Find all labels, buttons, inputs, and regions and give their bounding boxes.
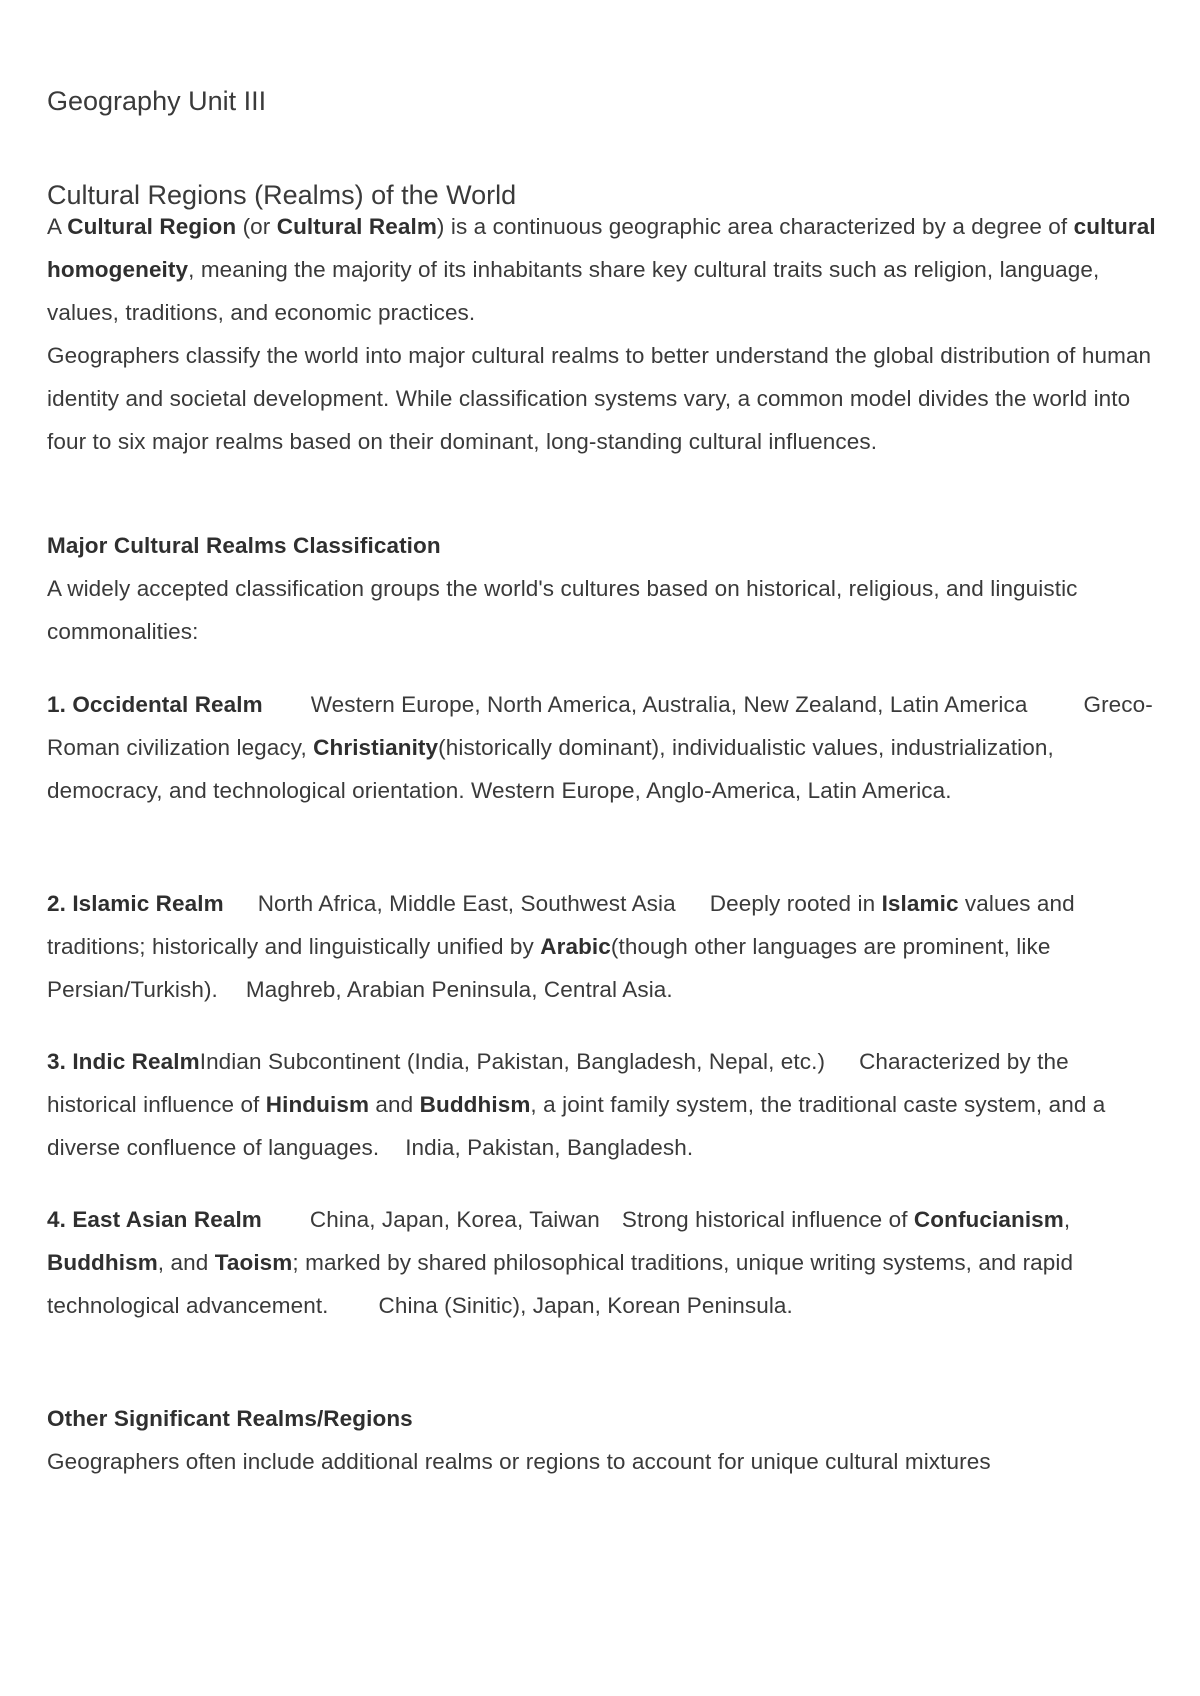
text-run: (or (236, 214, 277, 239)
other-realms-block (47, 1397, 1157, 1483)
realm-name: 4. East Asian Realm (47, 1207, 262, 1232)
term-cultural-realm: Cultural Realm (276, 214, 437, 239)
term-cultural-homogeneity: cultural homogeneity (47, 214, 1156, 282)
text-run: Strong historical influence of (621, 1207, 914, 1232)
text-run: , a joint family system, the traditional caste system, and a diverse confluence of languages. (47, 1092, 1106, 1160)
realm-islamic (47, 882, 1157, 1011)
text-run: ) is a continuous geographic area characterized by a degree of (436, 214, 1074, 239)
text-run: (historically dominant), individualistic values, industrialization, democracy, and technological orientation. (47, 735, 1054, 803)
classification-block (47, 524, 1157, 653)
text-run: ; marked by shared philosophical traditions, unique writing systems, and rapid technological advancement. (47, 1250, 1074, 1318)
term-christianity: Christianity (313, 735, 439, 760)
page-title: Geography Unit III (47, 86, 267, 116)
text-run: , meaning the majority of its inhabitants share key cultural traits such as religion, language, values, traditions, and economic practices. (47, 257, 1100, 325)
term-hinduism: Hinduism (265, 1092, 370, 1117)
term-buddhism: Buddhism (47, 1250, 158, 1275)
realm-name: 1. Occidental Realm (47, 692, 263, 717)
classification-heading: Major Cultural Realms Classification (47, 533, 441, 558)
realm-paragraph (47, 882, 1157, 1011)
realm-location: China, Japan, Korea, Taiwan (309, 1207, 600, 1232)
realm-name: 2. Islamic Realm (47, 891, 224, 916)
realm-examples: Maghreb, Arabian Peninsula, Central Asia. (245, 977, 673, 1002)
realm-examples: India, Pakistan, Bangladesh. (405, 1135, 694, 1160)
realm-name: 3. Indic Realm (47, 1049, 200, 1074)
text-run: , and (157, 1250, 215, 1275)
text-run: Characterized by the historical influence of (47, 1049, 1069, 1117)
intro-paragraph (47, 205, 1157, 334)
term-arabic: Arabic (540, 934, 611, 959)
text-run: Greco-Roman civilization legacy, (47, 692, 1153, 760)
term-buddhism: Buddhism (419, 1092, 531, 1117)
section-title: Cultural Regions (Realms) of the World (47, 180, 517, 210)
other-realms-heading: Other Significant Realms/Regions (47, 1406, 413, 1431)
classification-text: A widely accepted classification groups the world's cultures based on historical, religious, and linguistic commonalities: (47, 576, 1078, 644)
realm-east-asian (47, 1198, 1157, 1327)
term-taoism: Taoism (214, 1250, 293, 1275)
text-run: Deeply rooted in (709, 891, 882, 916)
text-run: values and traditions; historically and linguistically unified by (47, 891, 1075, 959)
realm-paragraph (47, 683, 1157, 812)
realm-indic (47, 1040, 1157, 1169)
realm-examples: China (Sinitic), Japan, Korean Peninsula. (378, 1293, 793, 1318)
text-run: and (369, 1092, 420, 1117)
term-confucianism: Confucianism (913, 1207, 1064, 1232)
realm-paragraph (47, 1198, 1157, 1327)
term-cultural-region: Cultural Region (67, 214, 237, 239)
realm-paragraph (47, 1040, 1157, 1169)
realm-location: Western Europe, North America, Australia, New Zealand, Latin America (310, 692, 1028, 717)
realm-location: Indian Subcontinent (India, Pakistan, Bangladesh, Nepal, etc.) (199, 1049, 826, 1074)
other-realms-text: Geographers often include additional realms or regions to account for unique cultural mixtures (47, 1449, 991, 1474)
intro-paragraph-2: Geographers classify the world into major cultural realms to better understand the global distribution of human identity and societal development. While classification systems vary, a common model divides the world into four to six major realms based on their dominant, long-standing cultural influences. (47, 343, 1152, 454)
realm-location: North Africa, Middle East, Southwest Asia (257, 891, 676, 916)
realm-occidental (47, 683, 1157, 812)
text-run: , (1063, 1207, 1071, 1232)
intro-block (47, 205, 1157, 463)
term-islamic: Islamic (881, 891, 959, 916)
realm-examples: Western Europe, Anglo-America, Latin America. (471, 778, 952, 803)
text-run: A (47, 214, 68, 239)
text-run: (though other languages are prominent, like Persian/Turkish). (47, 934, 1051, 1002)
